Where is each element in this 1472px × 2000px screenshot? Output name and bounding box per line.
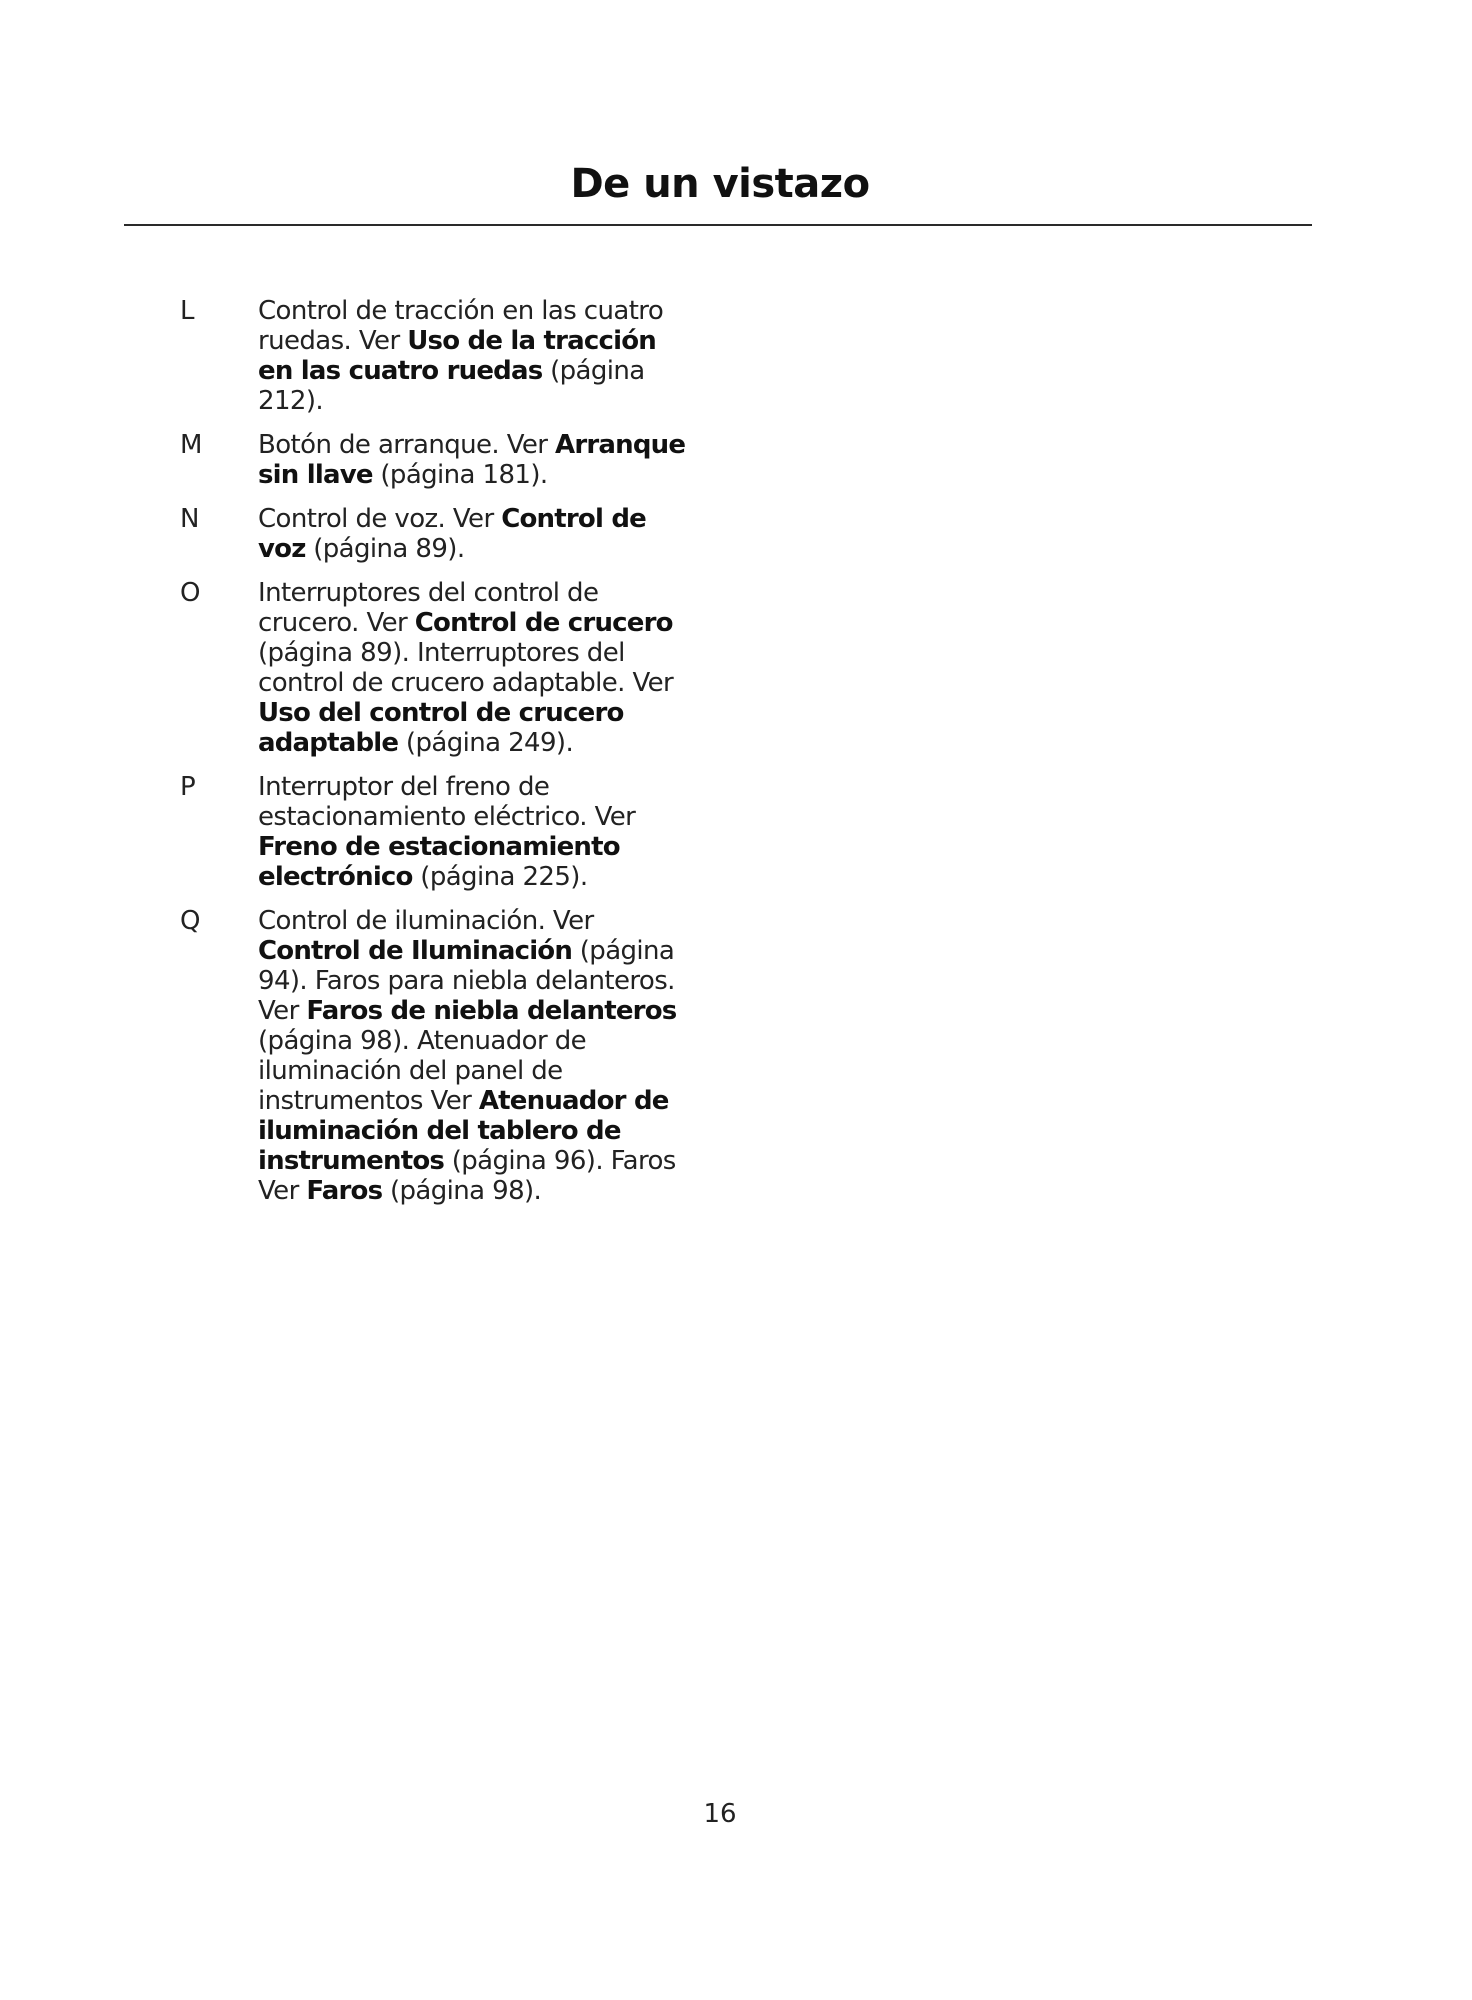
legend-letter: L — [180, 296, 195, 326]
description-text: (página 89). — [305, 534, 465, 564]
cross-reference-link[interactable]: Uso de la tracción en las cuatro ruedas — [258, 326, 657, 386]
legend-item-m — [176, 430, 696, 490]
cross-reference-link[interactable]: Control de voz — [258, 504, 646, 564]
description-text: Control de tracción en las cuatro ruedas. Ver — [258, 296, 664, 356]
legend-description — [258, 296, 696, 416]
description-text: Control de iluminación. Ver — [258, 906, 594, 936]
legend-letter: N — [180, 504, 200, 534]
description-text: Interruptor del freno de estacionamiento eléctrico. Ver — [258, 772, 636, 832]
legend-letter: P — [180, 772, 196, 802]
description-text: Control de voz. Ver — [258, 504, 502, 534]
title-divider — [124, 224, 1312, 226]
description-text: (página 249). — [398, 728, 574, 758]
legend-item-l — [176, 296, 696, 416]
description-text: (página 181). — [372, 460, 548, 490]
description-text: (página 225). — [412, 862, 588, 892]
description-text: (página 98). Atenuador de iluminación del panel de instrumentos Ver — [258, 1026, 587, 1116]
legend-description — [258, 906, 696, 1206]
legend-description — [258, 430, 696, 490]
description-text: (página 94). Faros para niebla delanteros. Ver — [258, 936, 675, 1026]
legend-item-q — [176, 906, 696, 1206]
legend-description — [258, 504, 696, 564]
page-title: De un vistazo — [570, 161, 870, 207]
legend-letter: M — [180, 430, 203, 460]
legend-description — [258, 578, 696, 758]
legend-item-n — [176, 504, 696, 564]
legend-description — [258, 772, 696, 892]
description-text: (página 212). — [258, 356, 645, 416]
cross-reference-link[interactable]: Arranque sin llave — [258, 430, 686, 490]
cross-reference-link[interactable]: Atenuador de iluminación del tablero de instrumentos — [258, 1086, 669, 1176]
legend-letter: Q — [180, 906, 201, 936]
description-text: Botón de arranque. Ver — [258, 430, 556, 460]
page-number: 16 — [703, 1799, 737, 1829]
description-text: (página 98). — [382, 1176, 542, 1206]
cross-reference-link[interactable]: Faros — [306, 1176, 383, 1206]
legend-letter: O — [180, 578, 201, 608]
legend-item-p — [176, 772, 696, 892]
cross-reference-link[interactable]: Control de Iluminación — [258, 936, 573, 966]
legend-list — [176, 296, 696, 1220]
cross-reference-link[interactable]: Faros de niebla delanteros — [306, 996, 677, 1026]
cross-reference-link[interactable]: Uso del control de crucero adaptable — [258, 698, 624, 758]
legend-item-o — [176, 578, 696, 758]
cross-reference-link[interactable]: Freno de estacionamiento electrónico — [258, 832, 620, 892]
description-text: Interruptores del control de crucero. Ver — [258, 578, 599, 638]
description-text: (página 89). Interruptores del control de crucero adaptable. Ver — [258, 638, 674, 698]
description-text: (página 96). Faros Ver — [258, 1146, 676, 1206]
cross-reference-link[interactable]: Control de crucero — [414, 608, 673, 638]
